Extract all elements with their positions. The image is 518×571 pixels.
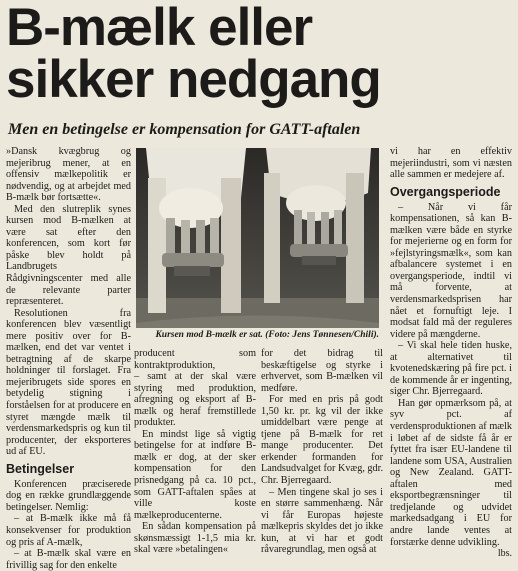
cow-udder-photo-illustration — [136, 148, 379, 328]
paragraph: – at B-mælk ikke må få konsekvenser for produktion og pris af A-mælk, — [6, 513, 131, 548]
section-heading-betingelser: Betingelser — [6, 461, 75, 476]
author-signature: lbs. — [497, 548, 512, 560]
headline-line-2: sikker nedgang — [6, 50, 381, 109]
paragraph: For med en pris på godt 1,50 kr. pr. kg vil der ikke umiddelbart være penge at tjene på B-mælk for ret mange producenter. Det erkender formanden for Landsudvalget for Kvæg, gdr. Chr. Bjerregaard. — [261, 394, 383, 487]
paragraph: for det bidrag til beskæftigelse og styrke i erhvervet, som B-mælken vil medføre. — [261, 348, 383, 394]
paragraph: »Dansk kvægbrug og mejeribrug mener, at en offensiv mælkepolitik er nødvendig, og at arbejdet med B-mælk bør fortsætte«. — [6, 146, 131, 204]
paragraph: producent som kontraktproduktion, — [134, 348, 256, 371]
article-photo — [136, 148, 379, 328]
paragraph: Resolutionen fra konferencen blev væsentligt mere positiv over for B-mælken, end det var ventet i betragtning af de skarpe holdninger til forslaget. Fra mejeribrugets side spores en betydelig stigning i forståelsen for at producere en styret mængde mælk til verdensmarkedspris og kun til producenter, der eksporteres ud af EU. — [6, 307, 131, 458]
paragraph: Med den slutreplik synes kursen mod B-mælken at være sat efter den konferencen, som kort før påske blev holdt på Landbrugets Rådgivningscenter med alle de relevante parter repræsenteret. — [6, 203, 131, 308]
article-column-4 — [390, 146, 512, 560]
photo-caption: Kursen mod B-mælk er sat. (Foto: Jens Tønnesen/Chili). — [155, 330, 379, 340]
paragraph: – at B-mælk skal være en frivillig sag for den enkelte — [6, 548, 131, 571]
paragraph: En sådan kompensation på skønsmæssigt 1-1,5 mia kr. skal være »betalingen« — [134, 521, 256, 556]
paragraph: vi har en effektiv mejeriindustri, som vi næsten alle sammen er medejere af. — [390, 146, 512, 181]
section-heading-overgangsperiode: Overgangsperiode — [390, 184, 501, 199]
paragraph: – Vi skal hele tiden huske, at alternativet til kvotenedskæring på fire pct. i de kommende år er ingenting, siger Chr. Bjerregaard. — [390, 340, 512, 398]
paragraph: – Når vi får kompensationen, så kan B-mælken være både en styrke for mejerierne og en form for »fejlstyringsmælk«, som kan afbalancere systemet i en overgangsperiode, indtil vi må forvente, at verdensmarkedsprisen har nået et fornuftigt leje. I modsat fald må der reguleres videre på mængderne. — [390, 201, 512, 340]
paragraph: En mindst lige så vigtig betingelse for at indføre B-mælk er dog, at der sker kompensation for den prisnedgang på ca. 10 pct., som GATT-aftalen spåes at ville koste mælkeproducenterne. — [134, 428, 256, 521]
paragraph: Han gør opmærksom på, at syv pct. af verdensproduktionen af mælk i løbet af de sidste få år er fyttet fra især EU-landene til landene som USA, Australien og New Zealand. GATT-aftalen med eksportbegrænsninger til tredjelande og udvidet markedsadgang i EU for andre lande ventes at forstærke denne udvikling. — [390, 397, 512, 548]
article-column-2 — [134, 348, 256, 556]
article-column-3 — [261, 348, 383, 556]
paragraph: Konferencen præciserede dog en række grundlæggende betingelser. Nemlig: — [6, 478, 131, 513]
paragraph: – samt at der skal være styring med produktion, afregning og eksport af B-mælk og heraf fremstillede produkter. — [134, 371, 256, 429]
paragraph: – Men tingene skal jo ses i en større sammenhæng. Når vi får Europas højeste mælkepris skyldes det jo ikke kun, at vi har et godt råvaregrundlag, men også at — [261, 486, 383, 556]
headline — [6, 0, 512, 109]
subheadline: Men en betingelse er kompensation for GATT-aftalen — [8, 121, 361, 138]
article-column-1 — [6, 146, 131, 571]
headline-line-1: B-mælk eller — [6, 0, 313, 57]
